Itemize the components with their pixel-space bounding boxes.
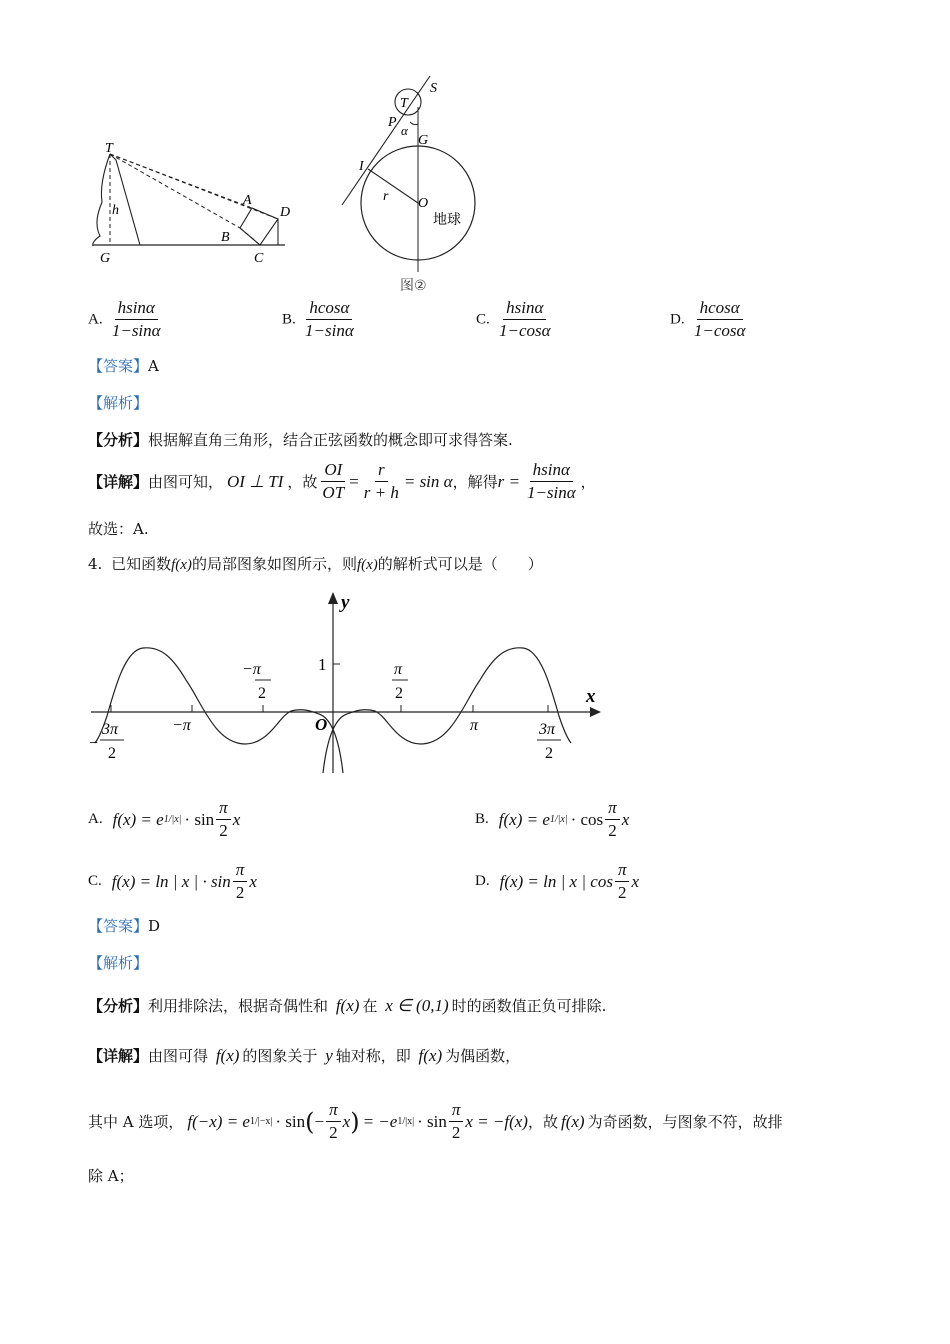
line2-lhs: f(−x) = e xyxy=(187,1111,250,1131)
sight-line-TD xyxy=(110,154,278,219)
square-ABCD xyxy=(240,208,278,245)
satellite-circle xyxy=(395,89,421,115)
label-A: A xyxy=(243,193,252,208)
q3-option-b[interactable] xyxy=(282,298,359,341)
q4-stem xyxy=(88,553,543,576)
label-T2: T xyxy=(400,96,408,111)
perp-expr: OI ⊥ TI xyxy=(227,471,284,491)
open-paren: ( xyxy=(305,1107,315,1136)
q3-detail-line xyxy=(88,460,596,503)
line2-fx: f(x) xyxy=(561,1111,585,1131)
option-letter: C. xyxy=(88,873,102,889)
neg-half-pi-den: 2 xyxy=(258,685,266,702)
pi-label: π xyxy=(470,717,479,734)
denominator: 1−sinα xyxy=(305,321,354,340)
q3-conclusion: 故选：A. xyxy=(88,520,149,538)
denominator: 1−cosα xyxy=(499,321,551,340)
fraction-oi-ot: $\frac{OI}{OT}$ xyxy=(322,460,345,502)
x-axis-label: x xyxy=(586,686,596,707)
numerator: hcosα xyxy=(697,298,743,320)
option-letter: D. xyxy=(475,873,490,889)
detail-gu: ，故 xyxy=(287,472,318,491)
q3-option-a[interactable] xyxy=(88,298,166,341)
answer-label: 【答案】 xyxy=(88,917,149,935)
line2-eq: = −e xyxy=(362,1111,398,1131)
option-letter: C. xyxy=(476,311,490,328)
neg-half-pi-num: −π xyxy=(242,661,261,678)
label-S: S xyxy=(430,81,437,96)
tower-outline xyxy=(93,154,110,246)
fraction-result: $\frac{hsin\alpha}{1-\sin\alpha}$ xyxy=(526,460,576,502)
label-h: h xyxy=(112,203,119,218)
label-P: P xyxy=(388,115,397,130)
label-r: r xyxy=(383,189,389,204)
q4-option-b[interactable]: B. f(x) = e 1/|x| · cos $\frac{\pi}{2}$ x xyxy=(475,798,630,840)
denominator: 1−cosα xyxy=(693,321,746,340)
radius-OI xyxy=(368,169,418,203)
detail-a: 由图可得 xyxy=(148,1047,209,1065)
fraction-r-rh: $\frac{r}{r + h}$ xyxy=(363,460,399,502)
line2-b: ，故 xyxy=(527,1112,558,1131)
option-d-lhs: f(x) = ln | x | cos xyxy=(499,871,613,891)
q4-option-c[interactable]: C. f(x) = ln | x | · sin $\frac{\pi}{2}$ x xyxy=(88,860,257,902)
stem-fx-2: f(x) xyxy=(356,557,378,573)
stem-a: 已知函数 xyxy=(111,555,172,573)
q4-detail-line xyxy=(88,1045,520,1067)
line2-sin2: · sin xyxy=(417,1111,447,1131)
q3-analysis-label: 【解析】 xyxy=(88,394,149,412)
neg-3half-sign: − xyxy=(89,735,99,752)
q4-analysis-label: 【解析】 xyxy=(88,954,149,972)
figure-1-diagram xyxy=(80,140,300,270)
label-C: C xyxy=(254,251,264,266)
equals-1: = xyxy=(349,471,359,491)
neg-3half-den: 2 xyxy=(108,745,116,762)
close-paren: ) xyxy=(350,1107,360,1136)
option-letter: D. xyxy=(670,311,685,328)
neg-pi-label: −π xyxy=(172,717,191,734)
numerator: hcosα xyxy=(306,298,352,320)
fenxi-label: 【分析】 xyxy=(88,431,149,449)
option-b-exponent: 1/|x| xyxy=(549,814,568,825)
fenxi-b: 在 xyxy=(362,997,378,1015)
detail-d: 为偶函数， xyxy=(445,1047,521,1065)
label-D: D xyxy=(280,205,291,220)
detail-prefix: 由图可知， xyxy=(148,472,224,491)
fenxi-interval: x ∈ (0,1) xyxy=(385,996,449,1015)
q4-option-a[interactable]: A. f(x) = e 1/|x| · sin $\frac{\pi}{2}$ x xyxy=(88,798,241,840)
option-letter: B. xyxy=(475,811,489,827)
fenxi-c: 时的函数值正负可排除. xyxy=(451,997,607,1015)
label-T: T xyxy=(105,141,113,156)
option-b-mid: · cos xyxy=(570,809,604,829)
line2-x: x xyxy=(342,1111,351,1131)
denominator: 1−sinα xyxy=(111,321,161,340)
q4-line3: 除 A； xyxy=(88,1167,134,1185)
option-letter: A. xyxy=(88,311,103,328)
q3-option-d[interactable] xyxy=(670,298,750,341)
detail-b: 的图象关于 xyxy=(242,1047,318,1065)
line2-inner-neg: − xyxy=(314,1111,325,1131)
numerator: hsinα xyxy=(115,298,158,320)
option-b-lhs: f(x) = e xyxy=(498,809,550,829)
graph-curve-left xyxy=(95,648,343,773)
graph-curve-right xyxy=(323,648,571,773)
x-axis-arrow xyxy=(590,707,601,717)
numerator: hsinα xyxy=(503,298,546,320)
option-d-fraction xyxy=(691,298,749,341)
figure-2-diagram xyxy=(330,72,490,272)
label-O: O xyxy=(418,196,429,211)
one-label: 1 xyxy=(318,655,327,674)
stem-c: 的解析式可以是（ ） xyxy=(377,555,543,573)
stem-b: 的局部图象如图所示，则 xyxy=(191,555,357,573)
fenxi-a: 利用排除法，根据奇偶性和 xyxy=(148,997,329,1015)
figure-2-caption: 图② xyxy=(400,278,427,294)
origin-label: O xyxy=(315,715,328,734)
sight-line-TB xyxy=(110,154,240,228)
fenxi-fx: f(x) xyxy=(335,996,360,1015)
line2-sin: · sin xyxy=(275,1111,306,1131)
line2-c: 为奇函数，与图象不符，故排 xyxy=(587,1112,783,1131)
option-c-fraction xyxy=(496,298,554,341)
option-a-lhs: f(x) = e xyxy=(112,809,164,829)
label-I: I xyxy=(359,159,364,174)
q4-function-graph xyxy=(85,588,605,778)
3half-num: 3π xyxy=(539,721,556,738)
half-pi-den: 2 xyxy=(395,685,403,702)
option-letter: A. xyxy=(88,811,103,827)
fenxi-label: 【分析】 xyxy=(88,997,149,1015)
line2-fraction: $\frac{\pi}{2}$ xyxy=(449,1100,464,1143)
label-G2: G xyxy=(418,133,429,148)
equals-sin: = sin α xyxy=(403,471,453,491)
q4-fenxi-line xyxy=(88,995,606,1017)
line2-tail: x = −f(x) xyxy=(465,1111,528,1131)
line2-inner-fraction: $\frac{\pi}{2}$ xyxy=(326,1100,341,1143)
neg-3half-num: 3π xyxy=(102,721,119,738)
label-B: B xyxy=(221,230,230,245)
detail-c: 轴对称，即 xyxy=(335,1047,411,1065)
question-number: 4. xyxy=(88,555,103,573)
detail-comma: ， xyxy=(580,472,596,491)
earth-label: 地球 xyxy=(433,212,461,228)
detail-label: 【详解】 xyxy=(88,472,149,491)
y-axis-label: y xyxy=(341,592,350,613)
label-alpha: α xyxy=(401,123,408,138)
detail-y: y xyxy=(325,1046,333,1065)
answer-value: A xyxy=(148,357,159,375)
answer-label: 【答案】 xyxy=(88,357,149,375)
tower-outline-right xyxy=(110,154,140,245)
half-pi-num: π xyxy=(394,661,403,678)
q4-option-d[interactable]: D. f(x) = ln | x | cos $\frac{\pi}{2}$ x xyxy=(475,860,640,902)
line2-exponent-2: 1/|x| xyxy=(397,1115,415,1127)
label-G: G xyxy=(100,251,111,266)
r-equals: r = xyxy=(497,471,520,491)
detail-label: 【详解】 xyxy=(88,1047,149,1065)
y-axis-arrow xyxy=(328,592,338,604)
line2-exponent-1: 1/|−x| xyxy=(249,1115,273,1127)
stem-fx-1: f(x) xyxy=(171,557,192,573)
detail-fx2: f(x) xyxy=(418,1046,443,1065)
q4-option-a-analysis xyxy=(88,1100,783,1143)
q3-option-c[interactable] xyxy=(476,298,556,341)
detail-jiede: ，解得 xyxy=(452,472,498,491)
line2-a: 其中 A 选项， xyxy=(88,1112,184,1131)
sight-line-TA xyxy=(110,154,252,208)
answer-value: D xyxy=(148,917,161,935)
q3-answer-line xyxy=(88,355,159,377)
option-letter: B. xyxy=(282,311,296,328)
fenxi-text: 根据解直角三角形，结合正弦函数的概念即可求得答案. xyxy=(148,431,513,449)
q3-fenxi-line xyxy=(88,429,513,451)
option-c-lhs: f(x) = ln | x | · sin xyxy=(111,871,231,891)
option-b-fraction xyxy=(302,298,357,341)
option-a-mid: · sin xyxy=(184,809,215,829)
option-a-exponent: 1/|x| xyxy=(163,814,182,825)
option-a-fraction xyxy=(109,298,164,341)
3half-den: 2 xyxy=(545,745,553,762)
angle-arc xyxy=(410,122,418,125)
detail-fx: f(x) xyxy=(215,1046,240,1065)
tangent-line xyxy=(342,76,430,205)
q4-answer-line xyxy=(88,915,160,937)
